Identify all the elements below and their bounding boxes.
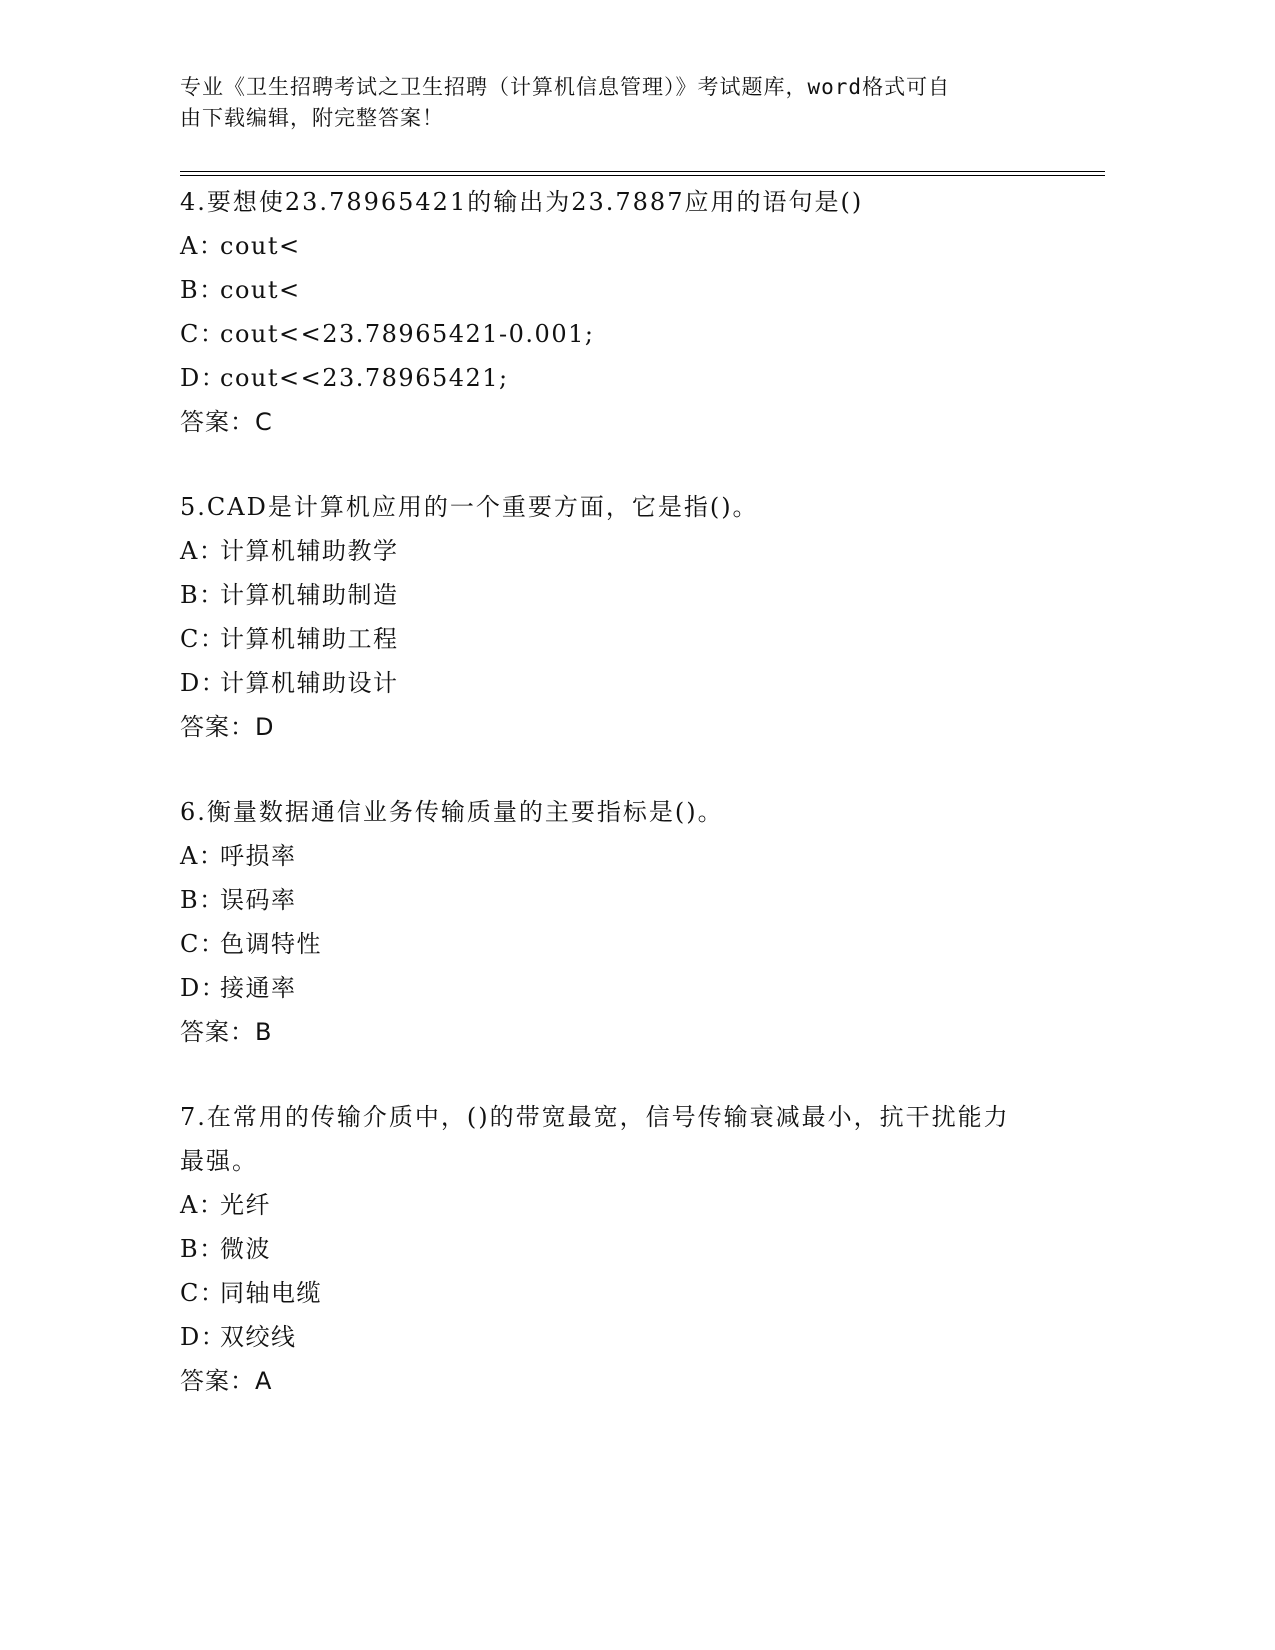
header-divider-top — [180, 171, 1105, 172]
option-text: cout< — [220, 232, 301, 260]
question-stem: 7.在常用的传输介质中，()的带宽最宽，信号传输衰减最小，抗干扰能力最强。 — [180, 1103, 1010, 1175]
answer-value: A — [255, 1367, 273, 1395]
question-5 — [180, 485, 1080, 749]
answer-value: C — [255, 408, 273, 436]
option-letter: B： — [180, 276, 225, 304]
option-letter: A： — [180, 842, 225, 870]
option-letter: A： — [180, 232, 225, 260]
answer-label: 答案： — [180, 408, 255, 436]
option-letter: A： — [180, 537, 225, 565]
option-c — [180, 617, 1080, 661]
question-stem: 4.要想使23.78965421的输出为23.7887应用的语句是() — [180, 188, 864, 216]
option-b — [180, 1227, 1080, 1271]
option-text: 呼损率 — [220, 842, 297, 870]
answer-line — [180, 1010, 1080, 1054]
header-line-2: 由下载编辑，附完整答案！ — [180, 106, 444, 130]
option-d — [180, 661, 1080, 705]
answer-line — [180, 400, 1080, 444]
option-b — [180, 573, 1080, 617]
question-stem: 5.CAD是计算机应用的一个重要方面，它是指()。 — [180, 493, 759, 521]
option-letter: C： — [180, 320, 226, 348]
option-text: 光纤 — [220, 1191, 271, 1219]
option-letter: B： — [180, 886, 225, 914]
answer-value: B — [255, 1018, 273, 1046]
question-4 — [180, 180, 1080, 444]
option-a — [180, 1183, 1080, 1227]
option-letter: A： — [180, 1191, 225, 1219]
option-letter: D： — [180, 974, 227, 1002]
option-text: 双绞线 — [220, 1323, 297, 1351]
question-stem: 6.衡量数据通信业务传输质量的主要指标是()。 — [180, 798, 724, 826]
option-text: 误码率 — [220, 886, 297, 914]
option-b — [180, 878, 1080, 922]
option-letter: C： — [180, 1279, 226, 1307]
option-text: 计算机辅助制造 — [220, 581, 399, 609]
option-text: 接通率 — [220, 974, 297, 1002]
question-spacer — [180, 749, 1080, 790]
option-text: 计算机辅助教学 — [220, 537, 399, 565]
option-text: cout< — [220, 276, 301, 304]
option-d — [180, 966, 1080, 1010]
option-letter: C： — [180, 625, 226, 653]
document-header — [180, 72, 1060, 134]
answer-value: D — [255, 713, 275, 741]
option-text: 计算机辅助设计 — [220, 669, 399, 697]
option-letter: C： — [180, 930, 226, 958]
option-letter: B： — [180, 581, 225, 609]
option-c — [180, 312, 1080, 356]
option-text: cout<<23.78965421; — [220, 364, 509, 392]
option-letter: D： — [180, 364, 227, 392]
option-c — [180, 1271, 1080, 1315]
question-6 — [180, 790, 1080, 1054]
option-letter: D： — [180, 669, 227, 697]
option-a — [180, 224, 1080, 268]
option-b — [180, 268, 1080, 312]
question-spacer — [180, 444, 1080, 485]
option-letter: D： — [180, 1323, 227, 1351]
header-divider-bottom — [180, 175, 1105, 176]
option-text: 同轴电缆 — [220, 1279, 322, 1307]
answer-label: 答案： — [180, 1018, 255, 1046]
answer-line — [180, 705, 1080, 749]
question-list — [180, 180, 1080, 1403]
answer-label: 答案： — [180, 713, 255, 741]
option-a — [180, 834, 1080, 878]
option-text: 计算机辅助工程 — [220, 625, 399, 653]
option-c — [180, 922, 1080, 966]
option-letter: B： — [180, 1235, 225, 1263]
answer-label: 答案： — [180, 1367, 255, 1395]
question-spacer — [180, 1054, 1080, 1095]
option-text: 色调特性 — [220, 930, 322, 958]
option-text: cout<<23.78965421-0.001; — [220, 320, 595, 348]
option-text: 微波 — [220, 1235, 271, 1263]
header-line-1: 专业《卫生招聘考试之卫生招聘（计算机信息管理）》考试题库，word格式可自 — [180, 75, 951, 99]
option-d — [180, 1315, 1080, 1359]
answer-line — [180, 1359, 1080, 1403]
question-7 — [180, 1095, 1080, 1403]
option-d — [180, 356, 1080, 400]
option-a — [180, 529, 1080, 573]
